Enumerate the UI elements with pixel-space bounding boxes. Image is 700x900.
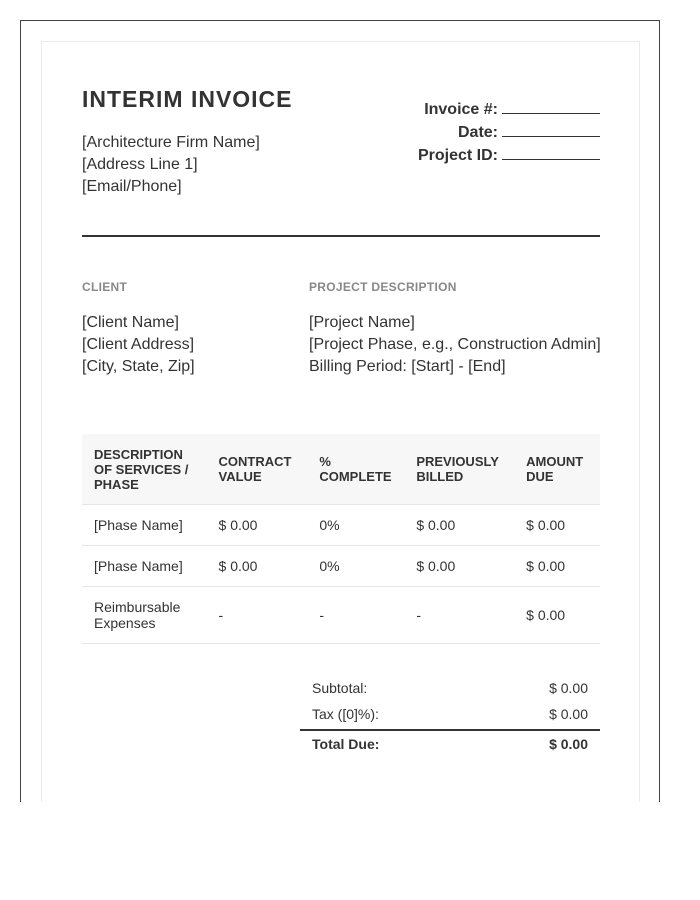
tax-row [300, 703, 600, 729]
project-id-blank[interactable] [502, 145, 600, 160]
header-amount-due: AMOUNT DUE [514, 434, 600, 505]
row-percent-complete: 0% [307, 505, 404, 546]
client-info [82, 312, 195, 378]
project-section-label: PROJECT DESCRIPTION [309, 280, 457, 294]
header-percent-complete: % COMPLETE [307, 434, 404, 505]
header-previously-billed: PREVIOUSLY BILLED [404, 434, 514, 505]
row-amount-due: $ 0.00 [514, 587, 600, 644]
subtotal-row [300, 677, 600, 703]
table-row [82, 587, 600, 644]
total-due-value: $ 0.00 [549, 736, 588, 752]
row-percent-complete: - [307, 587, 404, 644]
firm-info [82, 132, 260, 198]
client-name: [Client Name] [82, 314, 179, 331]
row-previously-billed: - [404, 587, 514, 644]
table-row [82, 505, 600, 546]
invoice-title: INTERIM INVOICE [82, 86, 293, 112]
subtotal-value: $ 0.00 [549, 680, 588, 696]
invoice-number-blank[interactable] [502, 99, 600, 114]
row-amount-due: $ 0.00 [514, 546, 600, 587]
header-contract-value: CONTRACT VALUE [207, 434, 308, 505]
row-percent-complete: 0% [307, 546, 404, 587]
project-id-row [418, 144, 600, 167]
invoice-number-row [418, 98, 600, 121]
firm-address: [Address Line 1] [82, 156, 198, 173]
services-table [82, 434, 600, 644]
header-divider [82, 235, 600, 237]
billing-period: Billing Period: [Start] - [End] [309, 358, 506, 375]
subtotal-label: Subtotal: [312, 680, 368, 696]
tax-label: Tax ([0]%): [312, 706, 379, 722]
row-contract-value: $ 0.00 [207, 546, 308, 587]
tax-value: $ 0.00 [549, 706, 588, 722]
row-description: [Phase Name] [82, 505, 207, 546]
row-previously-billed: $ 0.00 [404, 505, 514, 546]
header-description: DESCRIPTION OF SERVICES / PHASE [82, 434, 207, 505]
total-due-label: Total Due: [312, 736, 380, 752]
firm-name: [Architecture Firm Name] [82, 134, 260, 151]
project-phase: [Project Phase, e.g., Construction Admin] [309, 336, 601, 353]
invoice-date-row [418, 121, 600, 144]
totals-block [300, 677, 600, 761]
invoice-number-label: Invoice #: [424, 101, 498, 118]
table-row [82, 546, 600, 587]
project-info [309, 312, 601, 378]
row-contract-value: $ 0.00 [207, 505, 308, 546]
client-address: [Client Address] [82, 336, 195, 353]
project-id-label: Project ID: [417, 147, 498, 164]
invoice-date-label: Date: [457, 124, 498, 141]
total-due-row [300, 729, 600, 761]
table-header-row [82, 434, 600, 505]
row-previously-billed: $ 0.00 [404, 546, 514, 587]
row-contract-value: - [207, 587, 308, 644]
firm-contact: [Email/Phone] [82, 178, 182, 195]
row-description: [Phase Name] [82, 546, 207, 587]
invoice-date-blank[interactable] [502, 122, 600, 137]
invoice-meta [418, 98, 600, 167]
row-amount-due: $ 0.00 [514, 505, 600, 546]
client-section-label: CLIENT [82, 280, 128, 294]
row-description: Reimbursable Expenses [82, 587, 207, 644]
project-name: [Project Name] [309, 314, 415, 331]
client-city: [City, State, Zip] [82, 358, 195, 375]
